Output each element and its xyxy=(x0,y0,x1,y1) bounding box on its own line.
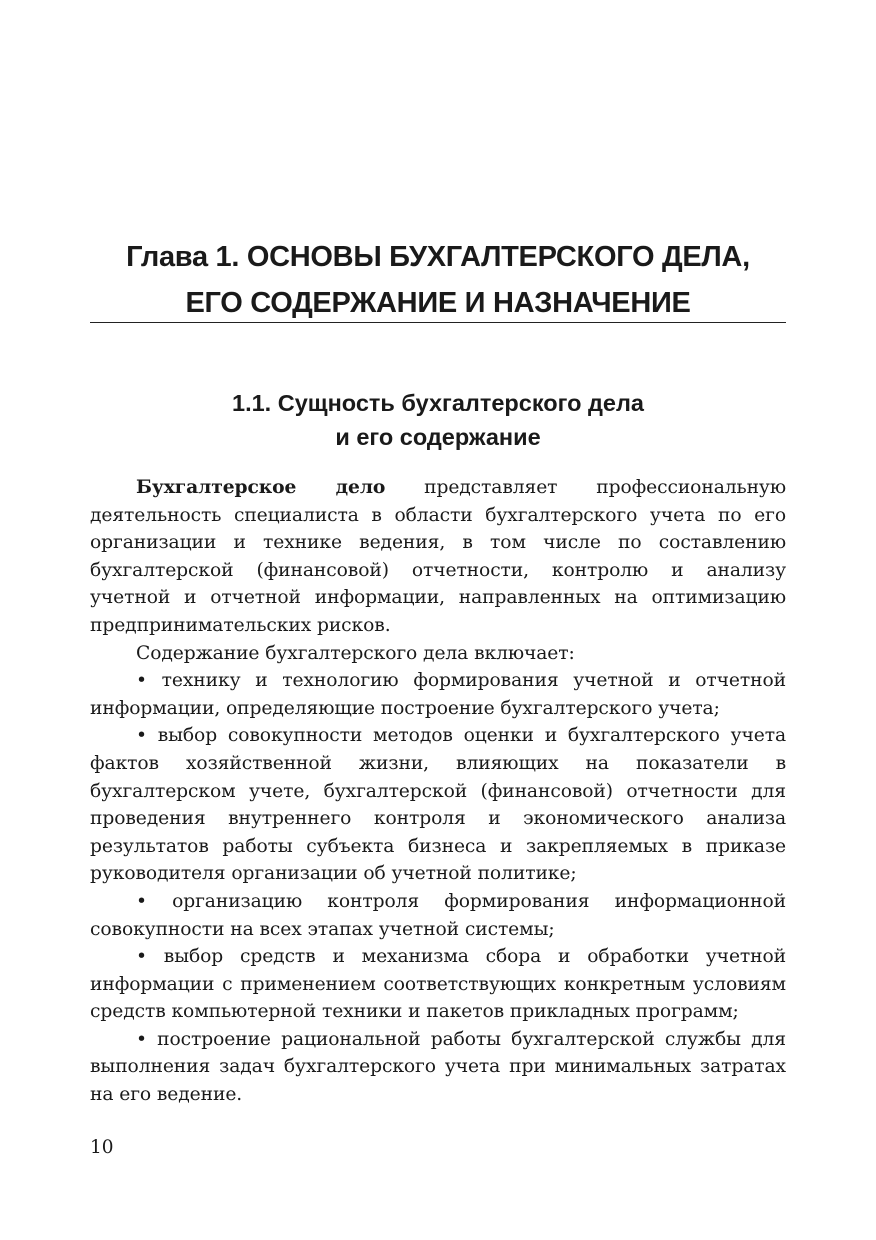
body-text xyxy=(90,474,786,1109)
chapter-title xyxy=(90,234,786,326)
section-title-line-1: 1.1. Сущность бухгалтерского дела xyxy=(232,390,644,416)
page-number: 10 xyxy=(90,1137,114,1158)
intro-paragraph: Содержание бухгалтерского дела включает: xyxy=(136,642,575,664)
definition-paragraph xyxy=(90,474,786,640)
list-item: • организацию контроля формирования информационной совокупности на всех этапах учетной системы; xyxy=(90,890,786,940)
chapter-title-line-1: Глава 1. ОСНОВЫ БУХГАЛТЕРСКОГО ДЕЛА, xyxy=(126,241,750,273)
section-title xyxy=(90,386,786,454)
definition-term: Бухгалтерское дело xyxy=(136,476,386,498)
list-item: • выбор совокупности методов оценки и бухгалтерского учета фактов хозяйственной жизни, влияющих на показатели в бухгалтерском учете, бухгалтерской (финансовой) отчетности для проведения внутреннего контроля и экономического анализа результатов работы субъекта бизнеса и закрепляемых в приказе руководителя организации об учетной политике; xyxy=(90,725,786,885)
section-title-line-2: и его содержание xyxy=(335,424,541,450)
list-item: • выбор средств и механизма сбора и обработки учетной информации с применением соответствующих конкретным условиям средств компьютерной техники и пакетов прикладных программ; xyxy=(90,946,786,1023)
list-item: • построение рациональной работы бухгалтерской службы для выполнения задач бухгалтерского учета при минимальных затратах на его ведение. xyxy=(90,1028,786,1106)
list-item: • технику и технологию формирования учетной и отчетной информации, определяющие построение бухгалтерского учета; xyxy=(90,670,786,719)
definition-text: представляет профессиональную деятельность специалиста в области бухгалтерского учета по его организации и технике ведения, в том числе по составлению бухгалтерской (финансовой) отчетности, контролю и анализу учетной и отчетной информации, направленных на оптимизацию предпринимательских рисков. xyxy=(90,477,786,636)
chapter-title-line-2: ЕГО СОДЕРЖАНИЕ И НАЗНАЧЕНИЕ xyxy=(185,287,691,319)
chapter-divider xyxy=(90,322,786,323)
